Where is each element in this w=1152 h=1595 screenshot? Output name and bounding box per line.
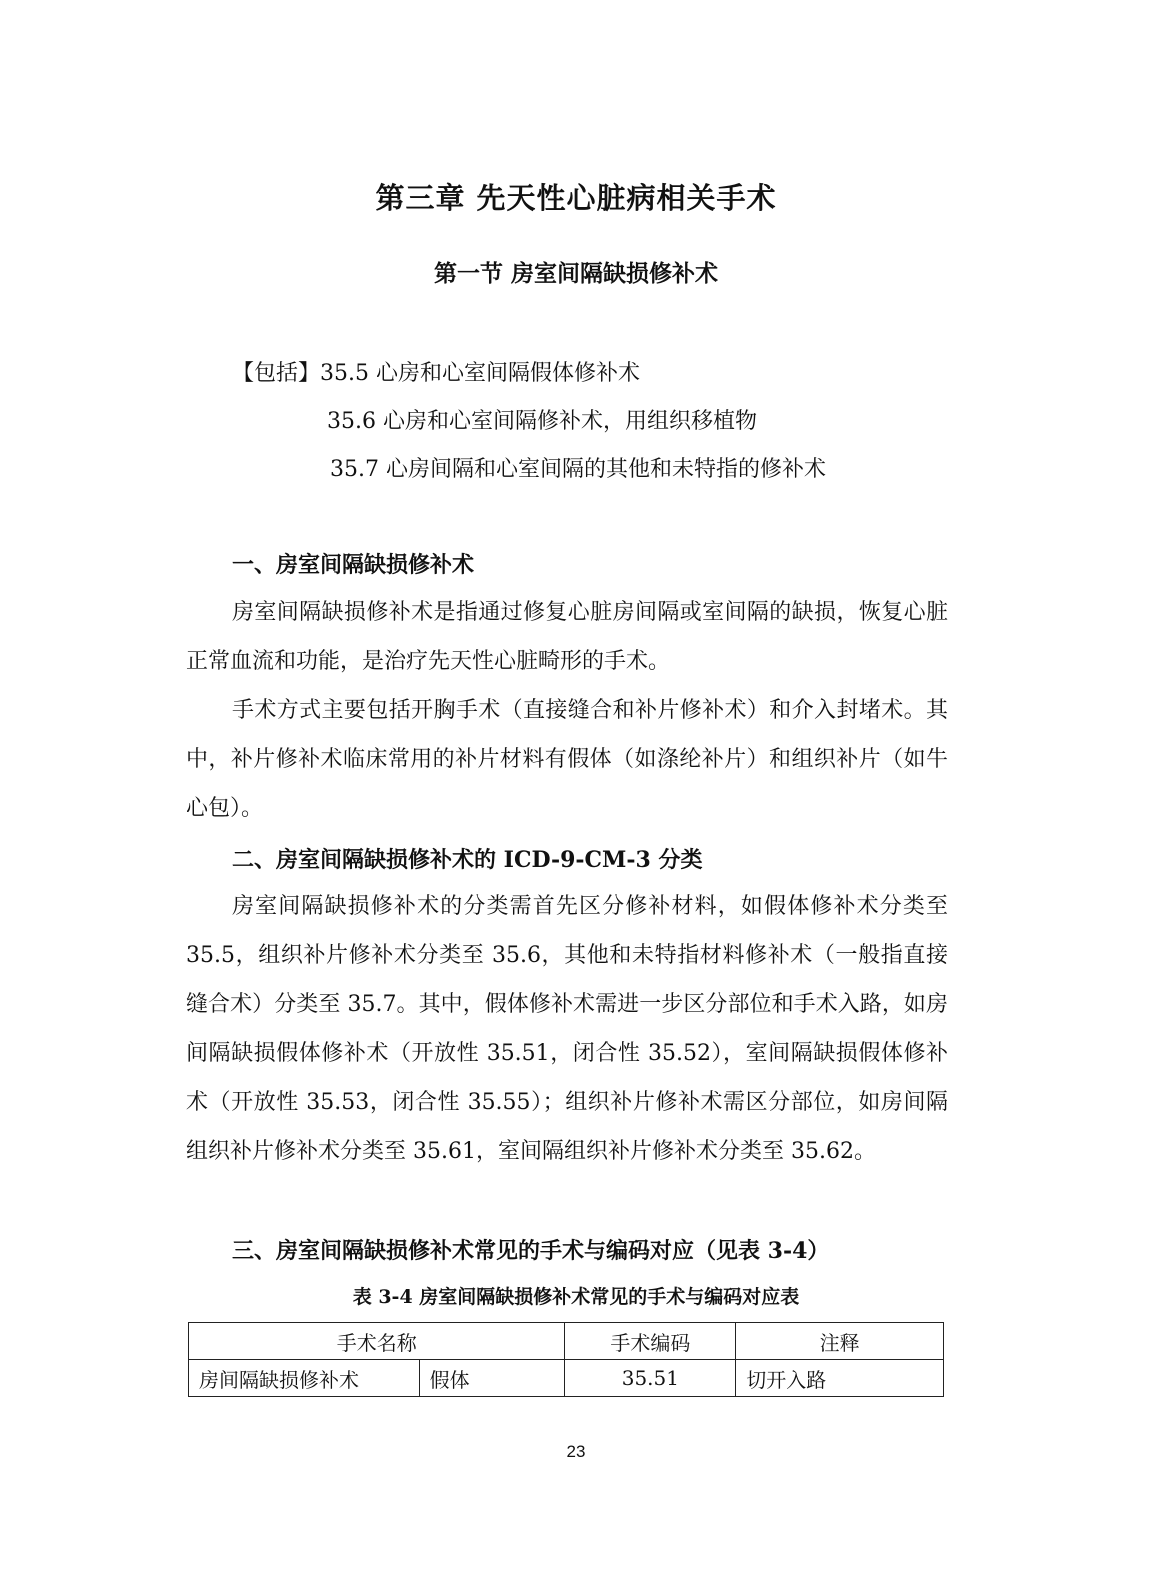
part1-paragraph-2: 手术方式主要包括开胸手术（直接缝合和补片修补术）和介入封堵术。其中，补片修补术临床常用的补片材料有假体（如涤纶补片）和组织补片（如牛心包）。 — [186, 698, 948, 821]
part3-heading: 三、房室间隔缺损修补术常见的手术与编码对应（见表 3-4） — [232, 1238, 830, 1264]
includes-row-2 — [232, 398, 826, 446]
section-title: 第一节 房室间隔缺损修补术 — [433, 260, 718, 287]
part2-paragraph-1: 房室间隔缺损修补术的分类需首先区分修补材料，如假体修补术分类至 35.5，组织补片修补术分类至 35.6，其他和未特指材料修补术（一般指直接缝合术）分类至 35.7。其中，假体修补术需进一步区分部位和手术入路，如房间隔缺损假体修补术（开放性 35.51，闭合性 35.52），室间隔缺损假体修补术（开放性 35.53，闭合性 35.55）；组织补片修补术需区分部位，如房间隔组织补片修补术分类至 35.61，室间隔组织补片修补术分类至 35.62。 — [186, 894, 948, 1164]
table-header-row — [189, 1323, 944, 1360]
part1-paragraph-1: 房室间隔缺损修补术是指通过修复心脏房间隔或室间隔的缺损，恢复心脏正常血流和功能，是治疗先天性心脏畸形的手术。 — [186, 600, 948, 674]
table-header-cell: 手术名称 — [189, 1323, 565, 1360]
includes-item: 35.7 心房间隔和心室间隔的其他和未特指的修补术 — [330, 457, 826, 482]
includes-item: 35.6 心房和心室间隔修补术，用组织移植物 — [327, 409, 757, 434]
table-cell: 35.51 — [565, 1360, 736, 1397]
part2-heading: 二、房室间隔缺损修补术的 ICD-9-CM-3 分类 — [232, 847, 703, 873]
includes-item: 35.5 心房和心室间隔假体修补术 — [320, 361, 640, 386]
includes-row-1 — [232, 350, 826, 398]
table-cell: 房间隔缺损修补术 — [189, 1360, 420, 1397]
page-number: 23 — [566, 1442, 586, 1461]
code-table — [188, 1322, 944, 1397]
includes-label: 【包括】 — [232, 361, 321, 386]
table-header-cell: 注释 — [736, 1323, 944, 1360]
table-row — [189, 1360, 944, 1397]
table-header-cell: 手术编码 — [565, 1323, 736, 1360]
includes-row-3 — [232, 446, 826, 494]
table-cell: 假体 — [419, 1360, 565, 1397]
table-cell: 切开入路 — [736, 1360, 944, 1397]
chapter-title: 第三章 先天性心脏病相关手术 — [375, 181, 777, 215]
part1-heading: 一、房室间隔缺损修补术 — [232, 552, 475, 578]
includes-block — [232, 350, 826, 494]
table-caption: 表 3-4 房室间隔缺损修补术常见的手术与编码对应表 — [352, 1286, 800, 1308]
